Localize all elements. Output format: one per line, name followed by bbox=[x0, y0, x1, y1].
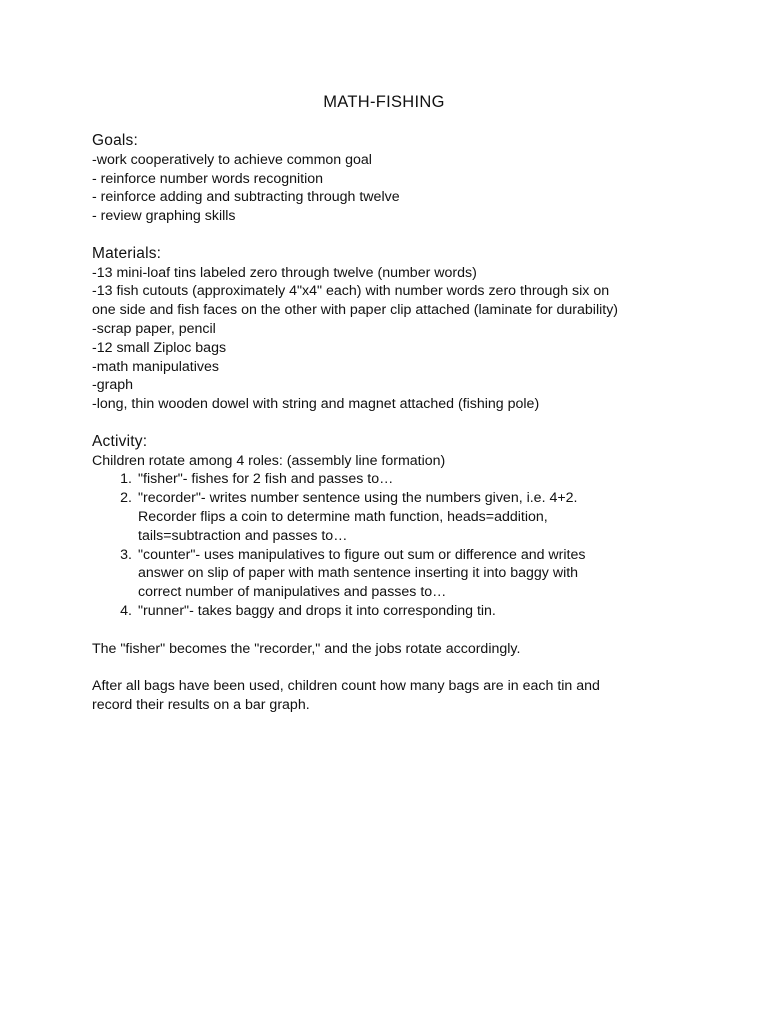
activity-heading: Activity: bbox=[92, 432, 148, 450]
paragraph-spacer bbox=[92, 621, 692, 640]
activity-section bbox=[92, 433, 692, 715]
role-text: "counter"- uses manipulatives to figure out sum or difference and writes answer on slip of paper with math sentence inserting it into baggy with correct number of manipulatives and passes to… bbox=[138, 546, 586, 601]
goal-item: -work cooperatively to achieve common goal bbox=[92, 151, 372, 168]
goals-section bbox=[92, 132, 692, 226]
role-number: 1. bbox=[120, 471, 132, 488]
material-item: one side and fish faces on the other with paper clip attached (laminate for durability) bbox=[92, 302, 619, 319]
role-number: 3. bbox=[120, 546, 132, 563]
material-item: -13 mini-loaf tins labeled zero through twelve (number words) bbox=[92, 264, 477, 281]
material-item: -12 small Ziploc bags bbox=[92, 339, 227, 356]
role-text: "runner"- takes baggy and drops it into corresponding tin. bbox=[138, 602, 496, 619]
goal-item: - review graphing skills bbox=[92, 208, 236, 225]
role-item bbox=[92, 470, 692, 489]
role-item bbox=[92, 602, 692, 621]
roles-list bbox=[92, 470, 692, 620]
material-item: -scrap paper, pencil bbox=[92, 320, 216, 337]
paragraph-spacer bbox=[92, 658, 692, 677]
goal-item: - reinforce adding and subtracting through twelve bbox=[92, 189, 400, 206]
closing-paragraph-line: After all bags have been used, children count how many bags are in each tin and bbox=[92, 678, 600, 695]
role-text: "recorder"- writes number sentence using the numbers given, i.e. 4+2. Recorder flips a coin to determine math function, heads=addition, tails=subtraction and passes to… bbox=[138, 490, 578, 544]
role-number: 4. bbox=[120, 602, 132, 619]
material-item: -graph bbox=[92, 377, 134, 394]
closing-paragraph-line: record their results on a bar graph. bbox=[92, 696, 310, 713]
material-item: -13 fish cutouts (approximately 4"x4" each) with number words zero through six on bbox=[92, 283, 610, 300]
goal-item: - reinforce number words recognition bbox=[92, 170, 324, 187]
goals-heading: Goals: bbox=[92, 132, 138, 149]
material-item: -math manipulatives bbox=[92, 358, 219, 375]
role-item bbox=[92, 546, 692, 602]
section-spacer bbox=[92, 226, 692, 245]
material-item: -long, thin wooden dowel with string and magnet attached (fishing pole) bbox=[92, 396, 540, 413]
role-item bbox=[92, 489, 692, 545]
materials-heading: Materials: bbox=[92, 244, 162, 262]
page-title: MATH-FISHING bbox=[323, 93, 445, 111]
section-spacer bbox=[92, 414, 692, 433]
role-text: "fisher"- fishes for 2 fish and passes to… bbox=[138, 471, 394, 488]
role-number: 2. bbox=[120, 490, 132, 507]
materials-section bbox=[92, 245, 692, 414]
rotation-note: The "fisher" becomes the "recorder," and the jobs rotate accordingly. bbox=[92, 640, 521, 657]
activity-intro: Children rotate among 4 roles: (assembly line formation) bbox=[92, 452, 446, 469]
document-body bbox=[92, 132, 692, 715]
